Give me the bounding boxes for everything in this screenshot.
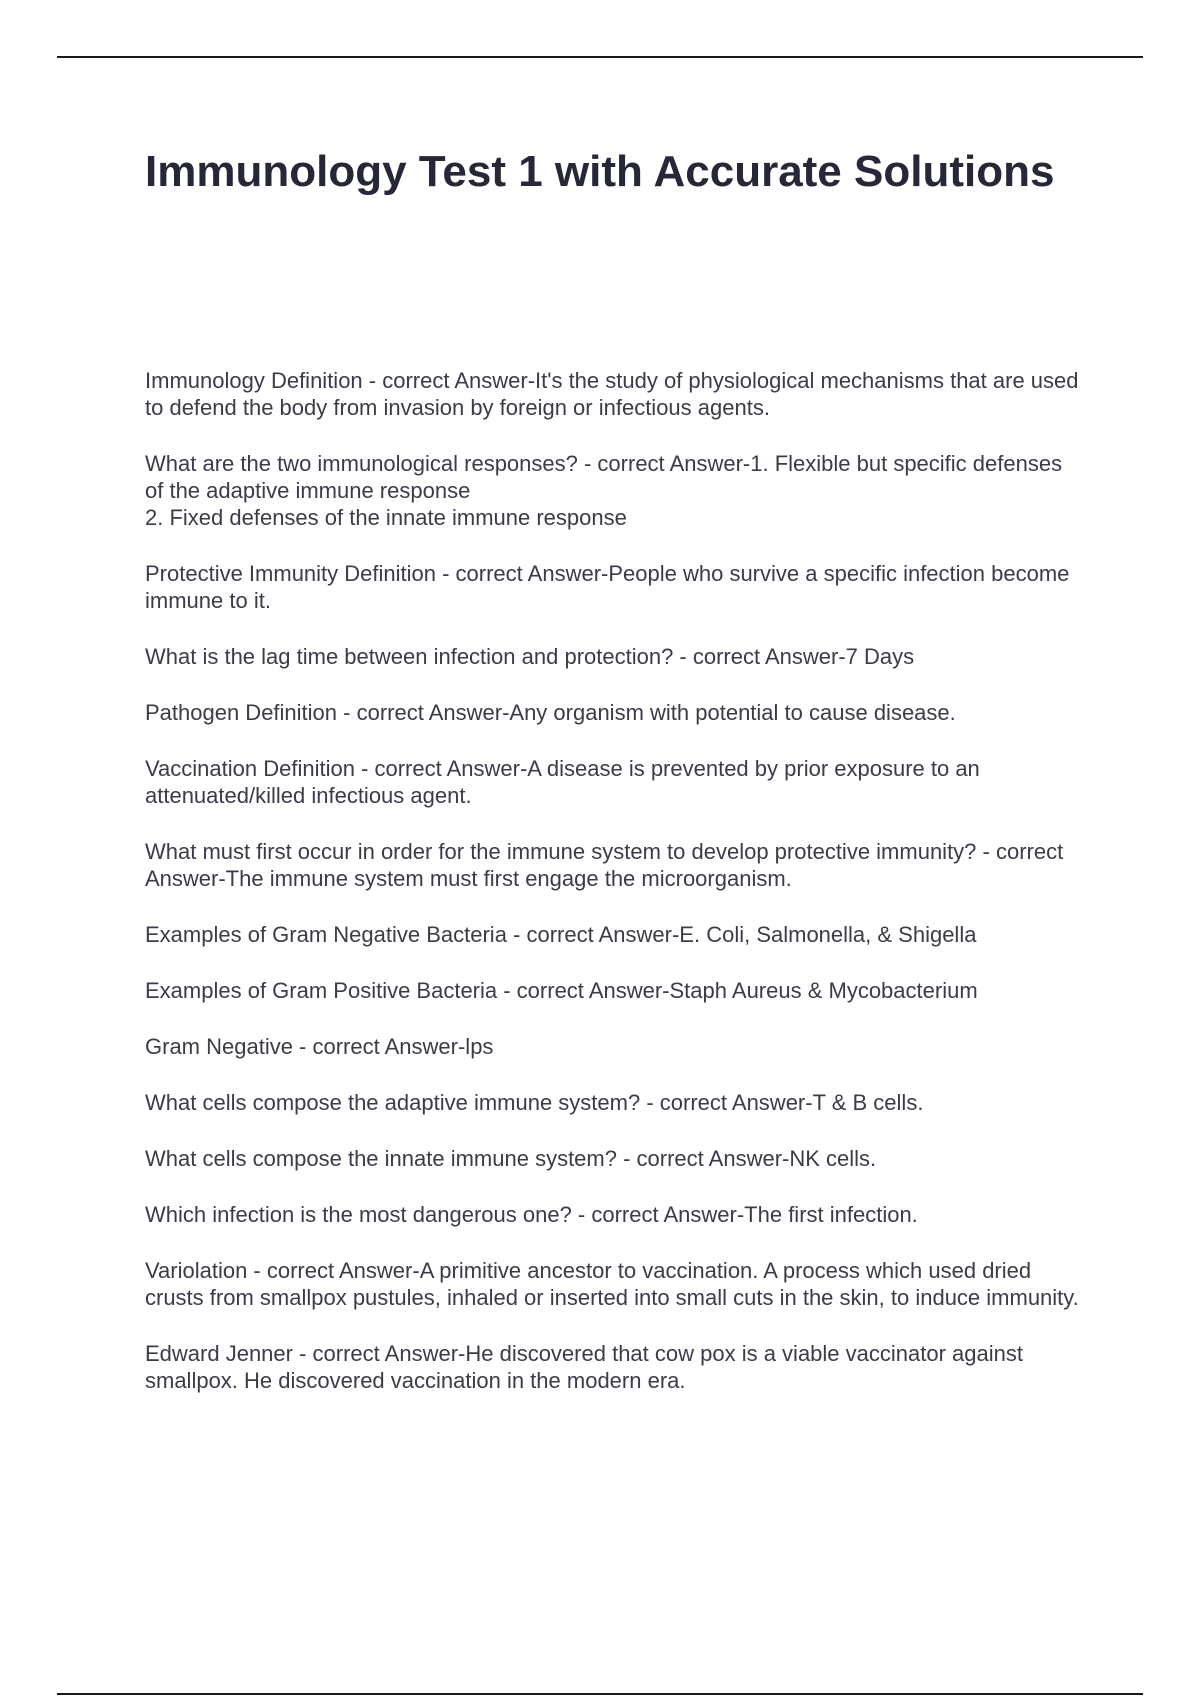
qa-item: What is the lag time between infection and protection? - correct Answer-7 Days — [145, 644, 915, 669]
qa-item: Pathogen Definition - correct Answer-Any organism with potential to cause disease. — [145, 700, 956, 725]
qa-item: Vaccination Definition - correct Answer-A disease is prevented by prior exposure to an attenuated/killed infectious agent. — [145, 756, 980, 808]
qa-item: Which infection is the most dangerous one? - correct Answer-The first infection. — [145, 1202, 918, 1227]
qa-item: Examples of Gram Negative Bacteria - correct Answer-E. Coli, Salmonella, & Shigella — [145, 922, 977, 947]
qa-item: What cells compose the innate immune system? - correct Answer-NK cells. — [145, 1146, 877, 1171]
qa-item: What cells compose the adaptive immune system? - correct Answer-T & B cells. — [145, 1090, 924, 1115]
qa-item: What are the two immunological responses? - correct Answer-1. Flexible but specific defenses of the adaptive immune response 2. Fixed defenses of the innate immune response — [145, 451, 1063, 530]
qa-item: Edward Jenner - correct Answer-He discovered that cow pox is a viable vaccinator against smallpox. He discovered vaccination in the modern era. — [145, 1341, 1023, 1393]
document-title: Immunology Test 1 with Accurate Solutions — [145, 147, 1055, 196]
qa-list — [145, 367, 1085, 1423]
top-divider — [57, 56, 1143, 58]
qa-item: Examples of Gram Positive Bacteria - correct Answer-Staph Aureus & Mycobacterium — [145, 978, 978, 1003]
qa-item: Variolation - correct Answer-A primitive ancestor to vaccination. A process which used dried crusts from smallpox pustules, inhaled or inserted into small cuts in the skin, to induce immunity. — [145, 1258, 1079, 1310]
bottom-divider — [57, 1693, 1143, 1695]
qa-item: What must first occur in order for the immune system to develop protective immunity? - correct Answer-The immune system must first engage the microorganism. — [145, 839, 1064, 891]
qa-item: Gram Negative - correct Answer-lps — [145, 1034, 494, 1059]
qa-item: Protective Immunity Definition - correct Answer-People who survive a specific infection become immune to it. — [145, 561, 1070, 613]
qa-item: Immunology Definition - correct Answer-It's the study of physiological mechanisms that are used to defend the body from invasion by foreign or infectious agents. — [145, 368, 1079, 420]
